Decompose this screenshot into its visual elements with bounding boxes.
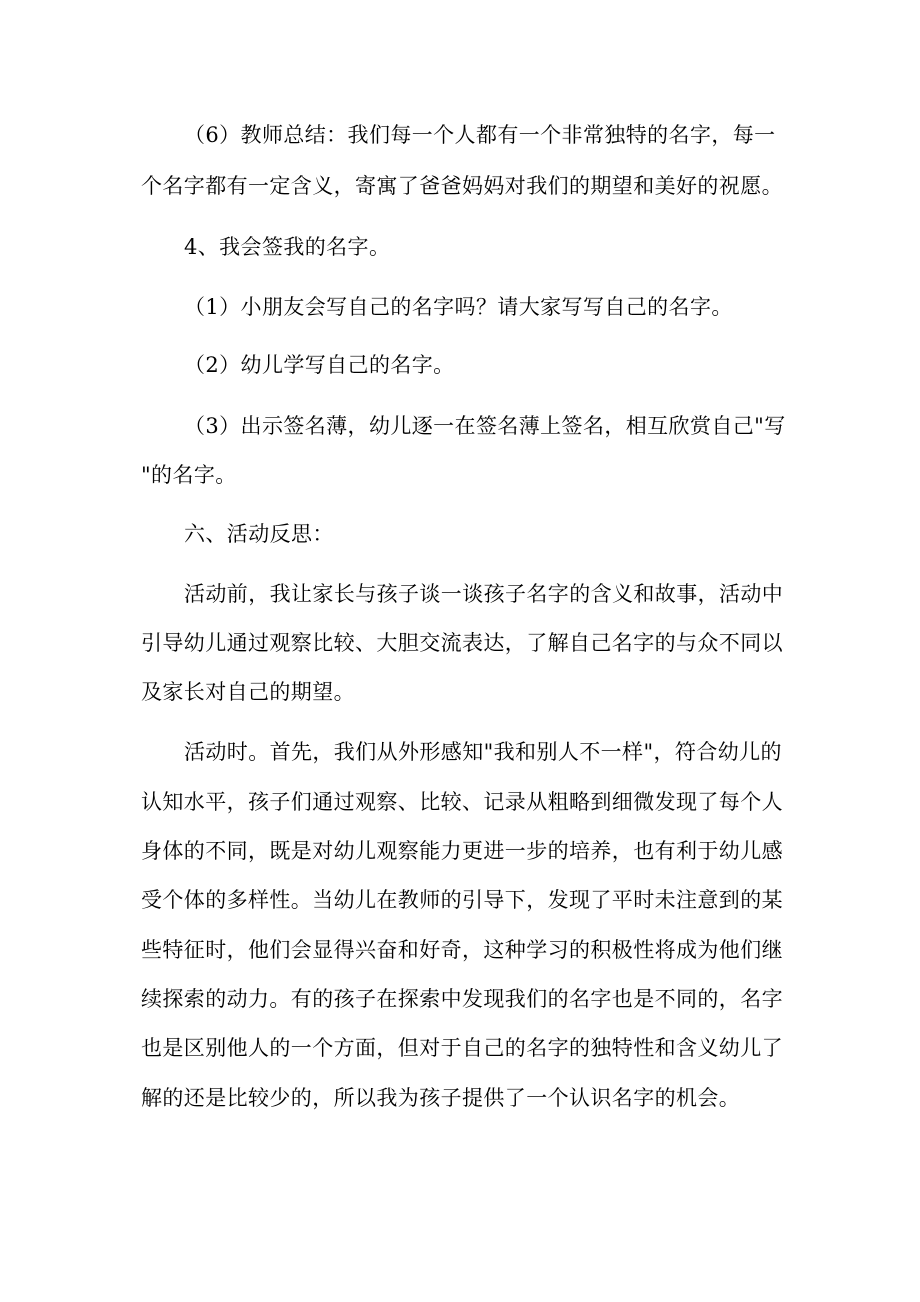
text-line: （2）幼儿学写自己的名字。 (184, 353, 455, 377)
text-line: （1）小朋友会写自己的名字吗？请大家写写自己的名字。 (184, 295, 733, 319)
section-heading: 六、活动反思： (184, 522, 334, 546)
text-line: "的名字。 (141, 463, 237, 487)
text-line: （6）教师总结：我们每一个人都有一个非常独特的名字，每一 (184, 123, 776, 147)
text-line: 引导幼儿通过观察比较、大胆交流表达，了解自己名字的与众不同以 (141, 631, 783, 655)
text-line: 受个体的多样性。当幼儿在教师的引导下，发现了平时未注意到的某 (141, 888, 783, 912)
text-line: 身体的不同，既是对幼儿观察能力更进一步的培养，也有利于幼儿感 (141, 839, 783, 863)
text-line: 些特征时，他们会显得兴奋和好奇，这种学习的积极性将成为他们继 (141, 938, 783, 962)
text-line: 活动前，我让家长与孩子谈一谈孩子名字的含义和故事，活动中 (184, 582, 784, 606)
text-line: 也是区别他人的一个方面，但对于自己的名字的独特性和含义幼儿了 (141, 1036, 783, 1060)
section-heading: 4、我会签我的名字。 (184, 235, 391, 259)
text-line: 解的还是比较少的，所以我为孩子提供了一个认识名字的机会。 (141, 1086, 741, 1110)
text-line: 认知水平，孩子们通过观察、比较、记录从粗略到细微发现了每个人 (141, 790, 783, 814)
text-line: 个名字都有一定含义，寄寓了爸爸妈妈对我们的期望和美好的祝愿。 (141, 174, 783, 198)
text-line: 活动时。首先，我们从外形感知"我和别人不一样"，符合幼儿的 (184, 740, 782, 764)
text-line: 续探索的动力。有的孩子在探索中发现我们的名字也是不同的，名字 (141, 987, 783, 1011)
text-line: 及家长对自己的期望。 (141, 680, 355, 704)
text-line: （3）出示签名薄，幼儿逐一在签名薄上签名，相互欣赏自己"写 (184, 414, 786, 438)
